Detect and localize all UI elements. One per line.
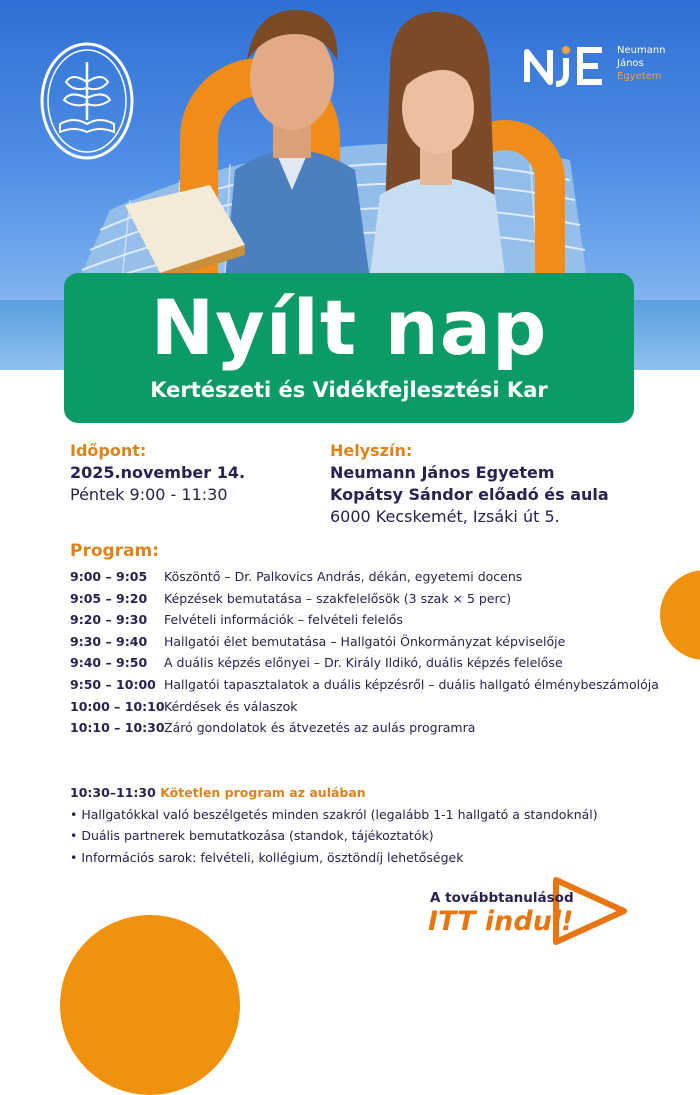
- aula-bullet: • Információs sarok: felvételi, kollégium, ösztöndíj lehetőségek: [70, 849, 464, 865]
- event-date: 2025.november 14.: [70, 463, 246, 482]
- program-time: 10:00 – 10:10: [70, 698, 165, 714]
- program-item: [70, 609, 670, 631]
- location-address: 6000 Kecskemét, Izsáki út 5.: [330, 507, 560, 526]
- program-desc: Hallgatói élet bemutatása – Hallgatói Önkormányzat képviselője: [164, 633, 566, 649]
- cta-line-1: A továbbtanulásod: [430, 890, 574, 906]
- logo-line-3: Egyetem: [617, 71, 662, 82]
- program-desc: Záró gondolatok és átvezetés az aulás programra: [164, 720, 476, 736]
- program-item: [70, 631, 670, 653]
- program-desc: Képzések bemutatása – szakfelelősök (3 szak × 5 perc): [164, 590, 512, 606]
- logo-wordmark: [617, 44, 666, 83]
- location-hall: Kopátsy Sándor előadó és aula: [330, 485, 609, 504]
- cta-line-2: ITT indul!: [428, 906, 574, 937]
- faculty-seal-logo: [40, 42, 134, 160]
- program-item: [70, 652, 670, 674]
- location-label: Helyszín:: [330, 441, 413, 460]
- aula-title: Kötetlen program az aulában: [160, 785, 366, 800]
- program-time: 9:40 – 9:50: [70, 655, 148, 671]
- event-hours: Péntek 9:00 - 11:30: [70, 485, 228, 504]
- program-desc: A duális képzés előnyei – Dr. Király Ildikó, duális képzés felelőse: [164, 655, 563, 671]
- logo-line-1: Neumann: [617, 45, 666, 56]
- logo-line-2: János: [617, 58, 644, 69]
- program-time: 9:00 – 9:05: [70, 569, 148, 584]
- program-item: [70, 588, 670, 610]
- time-block: [70, 440, 245, 506]
- program-time: 10:10 – 10:30: [70, 720, 165, 736]
- aula-heading: [70, 782, 670, 804]
- program-time: 9:20 – 9:30: [70, 612, 148, 628]
- program-desc: Felvételi információk – felvételi felelős: [164, 612, 403, 628]
- aula-time: 10:30–11:30: [70, 785, 156, 800]
- program-item: [70, 696, 670, 718]
- aula-bullet: • Hallgatókkal való beszélgetés minden szakról (legalább 1-1 hallgató a standoknál): [70, 806, 598, 822]
- program-desc: Köszöntő – Dr. Palkovics András, dékán, egyetemi docens: [164, 569, 523, 584]
- faculty-subtitle: Kertészeti és Vidékfejlesztési Kar: [150, 378, 548, 402]
- program-desc: Hallgatói tapasztalatok a duális képzésről – duális hallgató élménybeszámolója: [164, 676, 659, 692]
- title-banner: [64, 273, 634, 423]
- location-block: [330, 440, 609, 528]
- program-item: [70, 674, 670, 696]
- program-item: [70, 566, 670, 588]
- program-desc: Kérdések és válaszok: [164, 698, 298, 714]
- aula-bullet: • Duális partnerek bemutatkozása (standok, tájékoztatók): [70, 828, 434, 843]
- program-time: 9:30 – 9:40: [70, 633, 148, 649]
- program-list: [70, 566, 670, 739]
- time-label: Időpont:: [70, 441, 147, 460]
- page-title: Nyílt nap: [150, 283, 548, 372]
- location-university: Neumann János Egyetem: [330, 463, 555, 482]
- program-time: 9:05 – 9:20: [70, 590, 148, 606]
- aula-program: [70, 782, 670, 868]
- decor-circle-bottom: [60, 915, 240, 1095]
- female-student: [360, 10, 510, 275]
- program-time: 9:50 – 10:00: [70, 676, 156, 692]
- cta-slogan: [420, 872, 630, 952]
- program-title: Program:: [70, 541, 160, 561]
- book: [120, 185, 250, 275]
- program-item: [70, 717, 670, 739]
